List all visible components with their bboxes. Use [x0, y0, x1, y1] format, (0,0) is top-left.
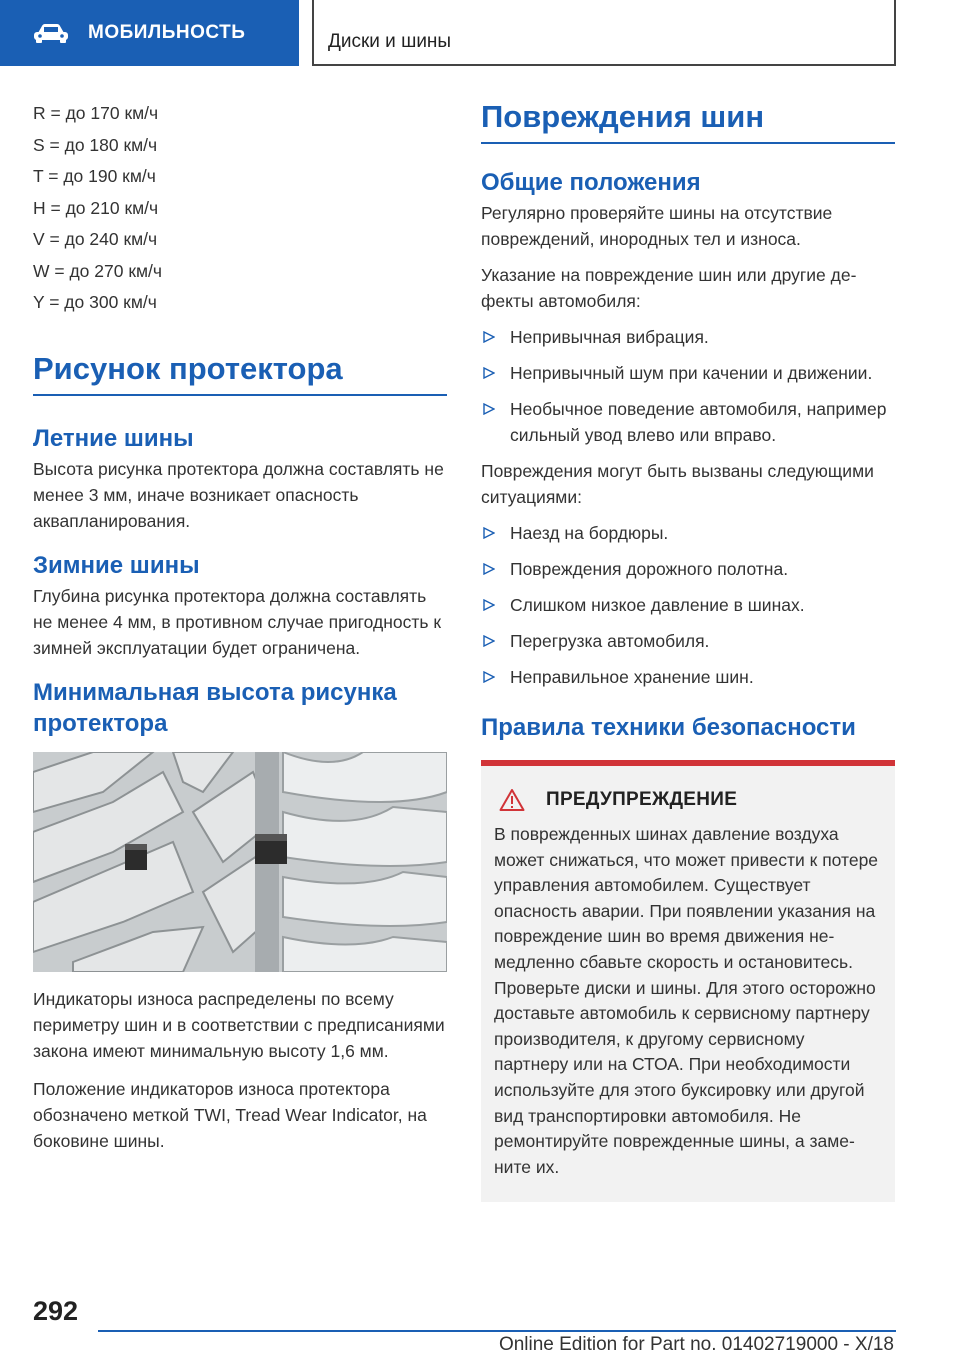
list-item: Наезд на бордюры. [481, 520, 895, 546]
causes-intro: Повреждения могут быть вызваны следующими ситуациями: [481, 461, 874, 507]
speed-item: W = до 270 км/ч [33, 260, 162, 281]
triangle-bullet-icon [483, 635, 495, 647]
triangle-bullet-icon [483, 527, 495, 539]
section-label: МОБИЛЬНОСТЬ [88, 22, 246, 43]
section-tab [0, 0, 299, 66]
triangle-bullet-icon [483, 331, 495, 343]
header-frame [312, 0, 896, 66]
signs-list [481, 324, 895, 448]
tread-wear-indicator-image [33, 752, 447, 972]
speed-list [33, 98, 447, 319]
speed-item: R = до 170 км/ч [33, 103, 159, 123]
triangle-bullet-icon [483, 403, 495, 415]
triangle-bullet-icon [483, 671, 495, 683]
check-text: Регулярно проверяйте шины на отсутствие повреждений, инородных тел и износа. [481, 203, 833, 249]
causes-list [481, 520, 895, 690]
heading-rule [33, 394, 447, 396]
damage-heading: Повреждения шин [481, 99, 765, 134]
page-number: 292 [33, 1296, 79, 1326]
summer-heading: Летние шины [33, 424, 194, 452]
warning-text: В поврежденных шинах давление воздуха может снижаться, что может привести к потере управления автомобилем. Существует опасность аварии. При появлении указания на повреждение шин во время движения немедленно сбавьте скорость и остановитесь. Проверьте диски и шины. Для этого осторожно доставьте автомобиль к сервисному партнеру производителя, к другому сервисному партнеру или на СТОА. При необходимости используйте для этого буксировку или другой вид транспортировки автомобиля. Не ремонтируйте поврежденные шины, а замените их. [494, 824, 879, 1177]
twi-text: Положение индикаторов износа протектора обозначено меткой TWI, Tread Wear Indicator, на боковине шины. [33, 1078, 427, 1151]
safety-heading: Правила техники безопасности [481, 714, 856, 741]
list-item: Непривычный шум при качении и движении. [481, 360, 895, 386]
tread-heading: Рисунок протектора [33, 350, 343, 386]
right-column [481, 98, 895, 1202]
speed-item: S = до 180 км/ч [33, 134, 158, 155]
footer-rule [98, 1330, 896, 1332]
general-heading: Общие положения [481, 169, 701, 196]
triangle-bullet-icon [483, 367, 495, 379]
triangle-bullet-icon [483, 563, 495, 575]
warning-header [494, 788, 881, 812]
speed-item: H = до 210 км/ч [33, 197, 159, 218]
summer-text: Высота рисунка протектора должна составлять не менее 3 мм, иначе возникает опасность аквапланирования. [33, 458, 444, 531]
list-item: Повреждения дорожного полотна. [481, 556, 895, 582]
list-item: Необычное поведение автомобиля, например сильный увод влево или вправо. [481, 396, 895, 448]
chapter-title: Диски и шины [328, 31, 452, 52]
list-item: Неправильное хранение шин. [481, 664, 895, 690]
list-item: Слишком низкое давление в шинах. [481, 592, 895, 618]
warning-triangle-icon [499, 788, 525, 812]
heading-rule [481, 142, 895, 144]
wear-indicator-text: Индикаторы износа распределены по всему периметру шин и в соответствии с предписаниями закона имеют минимальную высоту 1,6 мм. [33, 988, 445, 1061]
winter-heading: Зимние шины [33, 551, 200, 579]
speed-item: Y = до 300 км/ч [33, 292, 157, 312]
left-column [33, 98, 447, 1154]
list-item: Непривычная вибрация. [481, 324, 895, 350]
list-item: Перегрузка автомобиля. [481, 628, 895, 654]
triangle-bullet-icon [483, 599, 495, 611]
warning-title: ПРЕДУПРЕЖДЕНИЕ [546, 789, 738, 810]
speed-item: V = до 240 км/ч [33, 229, 158, 249]
car-icon [32, 22, 70, 44]
warning-box [481, 760, 895, 1202]
winter-text: Глубина рисунка протектора должна составлять не менее 4 мм, в противном случае пригодность к зимней эксплуатации будет ограничена. [33, 585, 441, 658]
signs-intro: Указание на повреждение шин или другие дефекты автомобиля: [481, 265, 857, 311]
edition-text: Online Edition for Part no. 01402719000 - X/18 [498, 1334, 894, 1355]
speed-item: T = до 190 км/ч [33, 166, 156, 186]
min-depth-heading: Минимальная высота рисунка протектора [33, 678, 397, 737]
